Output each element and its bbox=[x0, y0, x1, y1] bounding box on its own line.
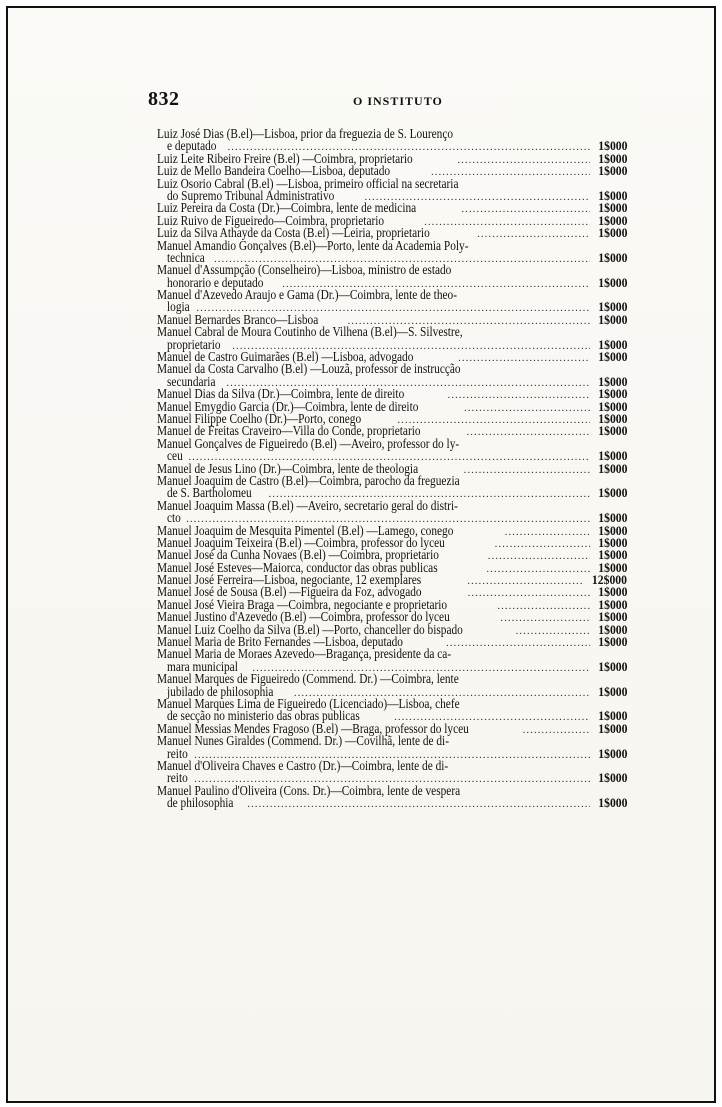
list-item bbox=[157, 782, 627, 811]
entry-text: Manuel de Castro Guimarães (B.el) —Lisboa, advogado bbox=[157, 349, 414, 365]
entry-text: Manuel de Jesus Lino (Dr.)—Coimbra, lente de theologia bbox=[157, 460, 419, 476]
entry-line bbox=[157, 435, 627, 451]
entry-price: 1$000 bbox=[597, 547, 627, 563]
entry-price: 1$000 bbox=[597, 150, 627, 166]
entry-price: 1$000 bbox=[597, 485, 627, 501]
entry-text: Manuel Messias Mendes Fragoso (B.el) —Braga, professor do lyceu bbox=[157, 720, 469, 736]
entry-text: Luiz Pereira da Costa (Dr.)—Coimbra, lente de medicina bbox=[157, 200, 417, 216]
entry-price: 1$000 bbox=[597, 720, 627, 736]
entry-text: Manuel d'Assumpção (Conselheiro)—Lisboa, ministro de estado bbox=[157, 262, 452, 278]
subscriber-list bbox=[157, 128, 627, 809]
entry-price: 1$000 bbox=[597, 658, 627, 674]
entry-line bbox=[157, 497, 627, 513]
entry-price: 1$000 bbox=[597, 745, 627, 761]
entry-price: 1$000 bbox=[597, 510, 627, 526]
page-header bbox=[148, 88, 618, 112]
entry-price: 12$000 bbox=[591, 572, 627, 588]
entry-text: Manuel d'Oliveira Chaves e Castro (Dr.)—Coimbra, lente de di- bbox=[157, 757, 449, 773]
entry-price: 1$000 bbox=[597, 200, 627, 216]
entry-text: Manuel Gonçalves de Figueiredo (B.el) —Aveiro, professor do ly- bbox=[157, 435, 460, 451]
entry-line bbox=[157, 363, 627, 375]
entry-text: Manuel Emygdio Garcia (Dr.)—Coimbra, lente de direito bbox=[157, 398, 419, 414]
list-item bbox=[157, 695, 627, 724]
entry-text: Luiz da Silva Athayde da Costa (B.el) —Leiria, proprietario bbox=[157, 225, 430, 241]
entry-text: cto bbox=[167, 510, 181, 526]
entry-price: 1$000 bbox=[597, 373, 627, 389]
entry-price: 1$000 bbox=[597, 448, 627, 464]
entry-price: 1$000 bbox=[597, 423, 627, 439]
entry-text: e deputado bbox=[167, 138, 217, 154]
list-item bbox=[157, 472, 627, 501]
entry-text: Manuel da Costa Carvalho (B.el) —Louzã, professor de instrucção bbox=[157, 361, 461, 377]
list-item bbox=[157, 435, 627, 464]
list-item bbox=[157, 326, 627, 351]
entry-price: 1$000 bbox=[597, 225, 627, 241]
entry-text: Manuel d'Azevedo Araujo e Gama (Dr.)—Coimbra, lente de theo- bbox=[157, 287, 457, 303]
entry-price: 1$000 bbox=[597, 398, 627, 414]
entry-price: 1$000 bbox=[597, 311, 627, 327]
list-item bbox=[157, 289, 627, 314]
entry-text: Manuel Maria de Brito Fernandes —Lisboa, deputado bbox=[157, 634, 403, 650]
entry-price: 1$000 bbox=[597, 634, 627, 650]
page-number: 832 bbox=[148, 88, 180, 110]
entry-price: 1$000 bbox=[597, 336, 627, 352]
entry-text: de S. Bartholomeu bbox=[167, 485, 252, 501]
entry-price: 1$000 bbox=[597, 708, 627, 724]
entry-text: logia bbox=[167, 299, 190, 315]
entry-text: ceu bbox=[167, 448, 183, 464]
entry-price: 1$000 bbox=[597, 609, 627, 625]
entry-price: 1$000 bbox=[597, 522, 627, 538]
entry-price: 1$000 bbox=[597, 683, 627, 699]
entry-text: de secção no ministerio das obras publicas bbox=[167, 708, 360, 724]
entry-text: secundaria bbox=[167, 373, 216, 389]
list-item bbox=[157, 175, 627, 203]
entry-line bbox=[157, 237, 627, 253]
entry-price: 1$000 bbox=[597, 349, 627, 365]
entry-text: Luiz Osorio Cabral (B.el) —Lisboa, primeiro official na secretaria bbox=[157, 175, 459, 191]
entry-price: 1$000 bbox=[597, 596, 627, 612]
entry-text: Manuel Joaquim Massa (B.el) —Aveiro, secretario geral do distri- bbox=[157, 497, 458, 513]
entry-text: Manuel Bernardes Branco—Lisboa bbox=[157, 311, 319, 327]
entry-text: honorario e deputado bbox=[167, 274, 264, 290]
entry-text: Manuel Filippe Coelho (Dr.)—Porto, conego bbox=[157, 410, 362, 426]
entry-price: 1$000 bbox=[597, 410, 627, 426]
entry-line bbox=[157, 326, 627, 338]
entry-text: Manuel José Ferreira—Lisboa, negociante, 12 exemplares bbox=[157, 572, 422, 588]
entry-text: Manuel Joaquim de Mesquita Pimentel (B.el) —Lamego, conego bbox=[157, 522, 454, 538]
entry-text: Manuel Amandio Gonçalves (B.el)—Porto, lente da Academia Poly- bbox=[157, 237, 469, 253]
entry-price: 1$000 bbox=[597, 274, 627, 290]
entry-text: Manuel José Vieira Braga —Coimbra, negociante e proprietario bbox=[157, 596, 448, 612]
list-item bbox=[157, 673, 627, 698]
entry-text: Manuel Dias da Silva (Dr.)—Coimbra, lente de direito bbox=[157, 386, 405, 402]
entry-price: 1$000 bbox=[597, 386, 627, 402]
entry-price: 1$000 bbox=[597, 299, 627, 315]
entry-price: 1$000 bbox=[597, 770, 627, 786]
entry-text: Manuel Marques Lima de Figueiredo (Licenciado)—Lisboa, chefe bbox=[157, 695, 460, 711]
entry-price: 1$000 bbox=[597, 559, 627, 575]
entry-text: reito bbox=[167, 770, 188, 786]
entry-line bbox=[157, 735, 627, 747]
entry-text: Manuel Justino d'Azevedo (B.el) —Coimbra, professor do lyceu bbox=[157, 609, 450, 625]
entry-line bbox=[157, 128, 627, 140]
entry-text: Manuel Maria de Moraes Azevedo—Bragança, presidente da ca- bbox=[157, 646, 452, 662]
entry-text: jubilado de philosophia bbox=[167, 683, 274, 699]
dot-leader bbox=[247, 798, 589, 810]
entry-text: Manuel Marques de Figueiredo (Commend. Dr.) —Coimbra, lente bbox=[157, 671, 459, 687]
entry-text: do Supremo Tribunal Administrativo bbox=[167, 187, 335, 203]
list-item bbox=[157, 237, 627, 265]
running-title: O INSTITUTO bbox=[353, 94, 443, 108]
list-item bbox=[157, 264, 627, 289]
entry-text: Manuel José de Sousa (B.el) —Figueira da Foz, advogado bbox=[157, 584, 422, 600]
entry-text: Manuel de Freitas Craveiro—Villa do Conde, proprietario bbox=[157, 423, 421, 439]
entry-text: Manuel Luiz Coelho da Silva (B.el) —Porto, chanceller do bispado bbox=[157, 621, 463, 637]
entry-continuation-line bbox=[157, 797, 627, 809]
entry-line bbox=[157, 289, 627, 301]
entry-price: 1$000 bbox=[597, 795, 627, 811]
entry-text: Manuel José da Cunha Novaes (B.el) —Coimbra, proprietario bbox=[157, 547, 439, 563]
list-item bbox=[157, 648, 627, 673]
entry-text: Manuel José Esteves—Maiorca, conductor das obras publicas bbox=[157, 559, 438, 575]
entry-text: proprietario bbox=[167, 336, 221, 352]
entry-text: Manuel Joaquim Teixeira (B.el) —Coimbra, professor do lyceu bbox=[157, 534, 445, 550]
entry-price: 1$000 bbox=[597, 584, 627, 600]
entry-price: 1$000 bbox=[597, 187, 627, 203]
entry-text: de philosophia bbox=[167, 795, 234, 811]
entry-text: Luiz de Mello Bandeira Coelho—Lisboa, deputado bbox=[157, 163, 391, 179]
list-item bbox=[157, 363, 627, 388]
entry-price: 1$000 bbox=[597, 249, 627, 265]
entry-text: Manuel Joaquim de Castro (B.el)—Coimbra, parocho da freguezia bbox=[157, 472, 460, 488]
entry-text: reito bbox=[167, 745, 188, 761]
entry-text: mara municipal bbox=[167, 658, 238, 674]
entry-text: Luiz Leite Ribeiro Freire (B.el) —Coimbra, proprietario bbox=[157, 150, 413, 166]
entry-text: technica bbox=[167, 249, 205, 265]
list-item bbox=[157, 128, 627, 153]
entry-text: Luiz José Dias (B.el)—Lisboa, prior da freguezia de S. Lourenço bbox=[157, 126, 454, 141]
list-item bbox=[157, 757, 627, 786]
entry-price: 1$000 bbox=[597, 163, 627, 179]
entry-line bbox=[157, 757, 627, 773]
entry-text: Manuel Nunes Giraldes (Commend. Dr.) —Covilhã, lente de di- bbox=[157, 733, 449, 749]
entry-price: 1$000 bbox=[597, 212, 627, 228]
entry-text: Manuel Paulino d'Oliveira (Cons. Dr.)—Coimbra, lente de vespera bbox=[157, 782, 461, 798]
entry-text: Luiz Ruivo de Figueiredo—Coimbra, proprietario bbox=[157, 212, 385, 228]
list-item bbox=[157, 735, 627, 760]
entry-price: 1$000 bbox=[597, 621, 627, 637]
entry-price: 1$000 bbox=[597, 138, 627, 154]
entry-price: 1$000 bbox=[597, 534, 627, 550]
entry-price: 1$000 bbox=[597, 460, 627, 476]
list-item bbox=[157, 497, 627, 526]
entry-text: Manuel Cabral de Moura Coutinho de Vilhena (B.el)—S. Silvestre, bbox=[157, 324, 463, 340]
